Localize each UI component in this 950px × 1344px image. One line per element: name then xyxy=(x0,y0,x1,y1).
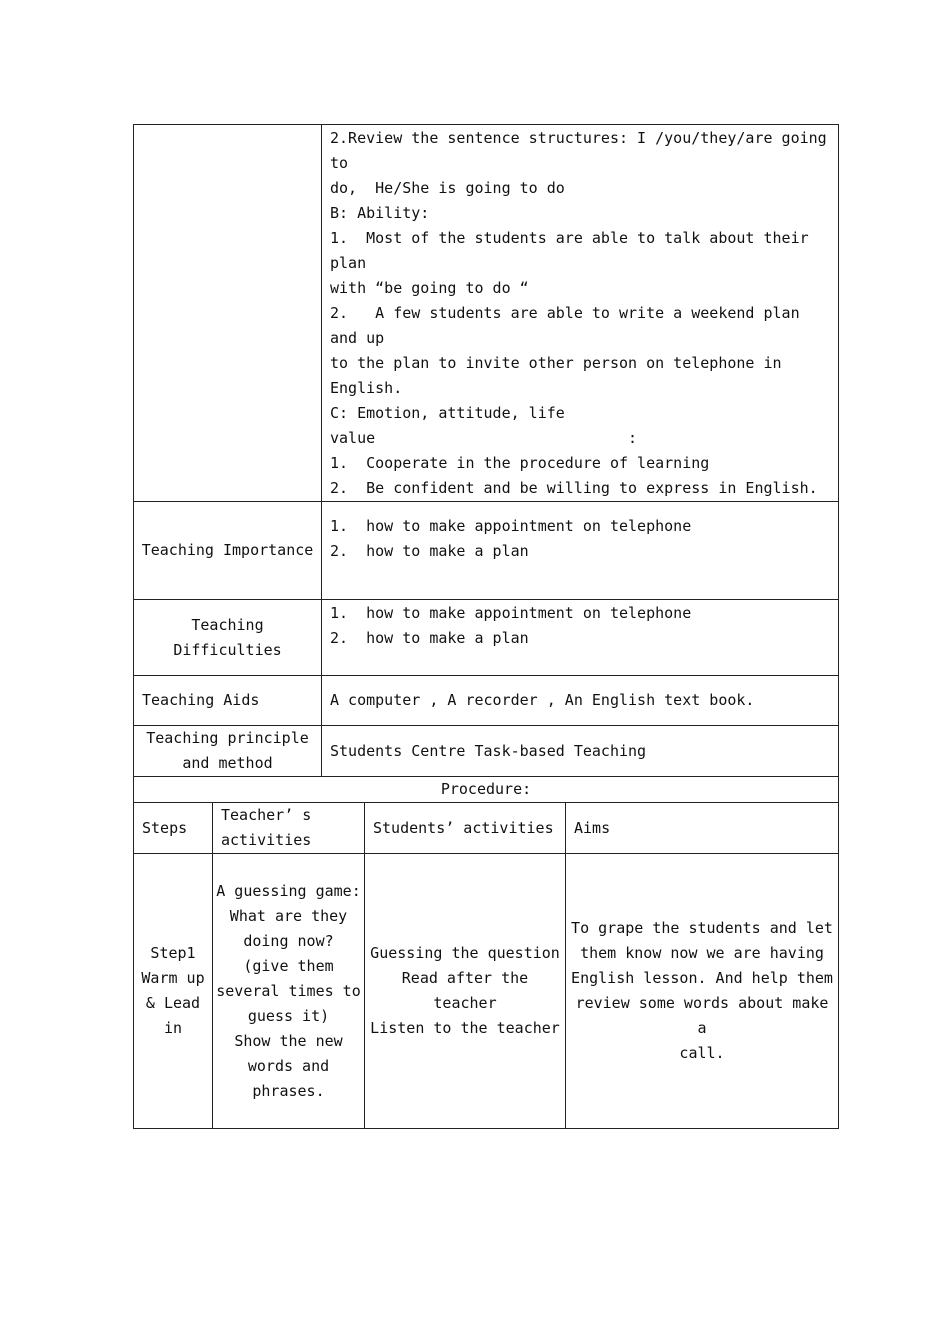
aids-label: Teaching Aids xyxy=(134,676,322,726)
step1-aims-line: call. xyxy=(679,1044,725,1062)
objectives-line: 1. Cooperate in the procedure of learning xyxy=(330,454,710,472)
step1-teacher-cell xyxy=(213,854,365,1129)
difficulties-item: 2. how to make a plan xyxy=(330,629,529,647)
aids-row xyxy=(134,676,839,726)
header-teacher-line: Teacher’ s xyxy=(221,806,312,824)
step1-teacher-line: guess it) xyxy=(247,1006,330,1025)
difficulties-label-line: Difficulties xyxy=(173,640,282,659)
objectives-row xyxy=(134,125,839,502)
principle-label-line: and method xyxy=(182,754,273,772)
procedure-header-row xyxy=(134,803,839,854)
header-steps: Steps xyxy=(134,803,213,854)
step1-teacher-line: doing now? xyxy=(243,931,334,950)
step1-student-line: Read after the xyxy=(401,969,529,987)
step1-aims-line: review some words about make a xyxy=(575,994,838,1037)
importance-item: 2. how to make a plan xyxy=(330,542,529,560)
step1-student-line: teacher xyxy=(433,994,497,1012)
objectives-line: 2. A few students are able to write a weekend plan and up xyxy=(330,304,809,347)
principle-label xyxy=(134,726,322,777)
step1-teacher-line: several times to xyxy=(216,981,361,1000)
step1-teacher-line: words and xyxy=(247,1056,330,1075)
step1-row xyxy=(134,854,839,1129)
objectives-label-cell xyxy=(134,125,322,502)
step1-step-line: Step1 xyxy=(150,944,196,962)
header-teacher-activities xyxy=(213,803,365,854)
difficulties-row xyxy=(134,600,839,676)
step1-student-line: Listen to the teacher xyxy=(370,1019,560,1037)
objectives-line: 2. Be confident and be willing to express in English. xyxy=(330,479,818,497)
header-aims: Aims xyxy=(566,803,839,854)
procedure-title-row xyxy=(134,777,839,803)
difficulties-item: 1. how to make appointment on telephone xyxy=(330,604,692,622)
objectives-line: do, He/She is going to do xyxy=(330,179,565,197)
step1-step-line: & Lead xyxy=(145,994,201,1012)
step1-aims-line: them know now we are having xyxy=(580,944,824,962)
principle-label-line: Teaching principle xyxy=(146,729,309,747)
importance-item: 1. how to make appointment on telephone xyxy=(330,517,692,535)
step1-students-cell xyxy=(365,854,566,1129)
step1-teacher-line: A guessing game: xyxy=(216,881,361,900)
objectives-line: 1. Most of the students are able to talk about their plan xyxy=(330,229,818,272)
objectives-line: 2.Review the sentence structures: I /you/they/are going to xyxy=(330,129,836,172)
importance-content xyxy=(322,502,839,600)
objectives-line: C: Emotion, attitude, life xyxy=(330,404,565,422)
header-students-activities: Students’ activities xyxy=(365,803,566,854)
step1-student-line: Guessing the question xyxy=(370,944,560,962)
step1-step-line: in xyxy=(163,1019,183,1037)
importance-row xyxy=(134,502,839,600)
procedure-table xyxy=(133,802,839,1129)
step1-step-cell xyxy=(134,854,213,1129)
importance-label: Teaching Importance xyxy=(134,502,322,600)
step1-teacher-line: (give them xyxy=(243,956,334,975)
difficulties-label-line: Teaching xyxy=(191,615,264,634)
objectives-line: to the plan to invite other person on telephone in English. xyxy=(330,354,791,397)
objectives-line: value : xyxy=(330,429,638,447)
header-teacher-line: activities xyxy=(221,831,312,849)
step1-teacher-line: phrases. xyxy=(252,1081,325,1100)
step1-aims-cell xyxy=(566,854,839,1129)
step1-aims-line: English lesson. And help them xyxy=(571,969,833,987)
principle-row xyxy=(134,726,839,777)
aids-value: A computer , A recorder , An English text book. xyxy=(322,676,839,726)
objectives-line: B: Ability: xyxy=(330,204,430,222)
step1-step-line: Warm up xyxy=(141,969,205,987)
objectives-content-cell xyxy=(322,125,839,502)
principle-value: Students Centre Task-based Teaching xyxy=(322,726,839,777)
step1-aims-line: To grape the students and let xyxy=(571,919,833,937)
lesson-info-table xyxy=(133,124,839,803)
difficulties-content xyxy=(322,600,839,676)
objectives-line: with “be going to do “ xyxy=(330,279,529,297)
difficulties-label xyxy=(134,600,322,676)
step1-teacher-line: Show the new xyxy=(234,1031,343,1050)
lesson-plan-page xyxy=(133,124,838,1129)
procedure-title: Procedure: xyxy=(134,777,839,803)
step1-teacher-line: What are they xyxy=(229,906,348,925)
